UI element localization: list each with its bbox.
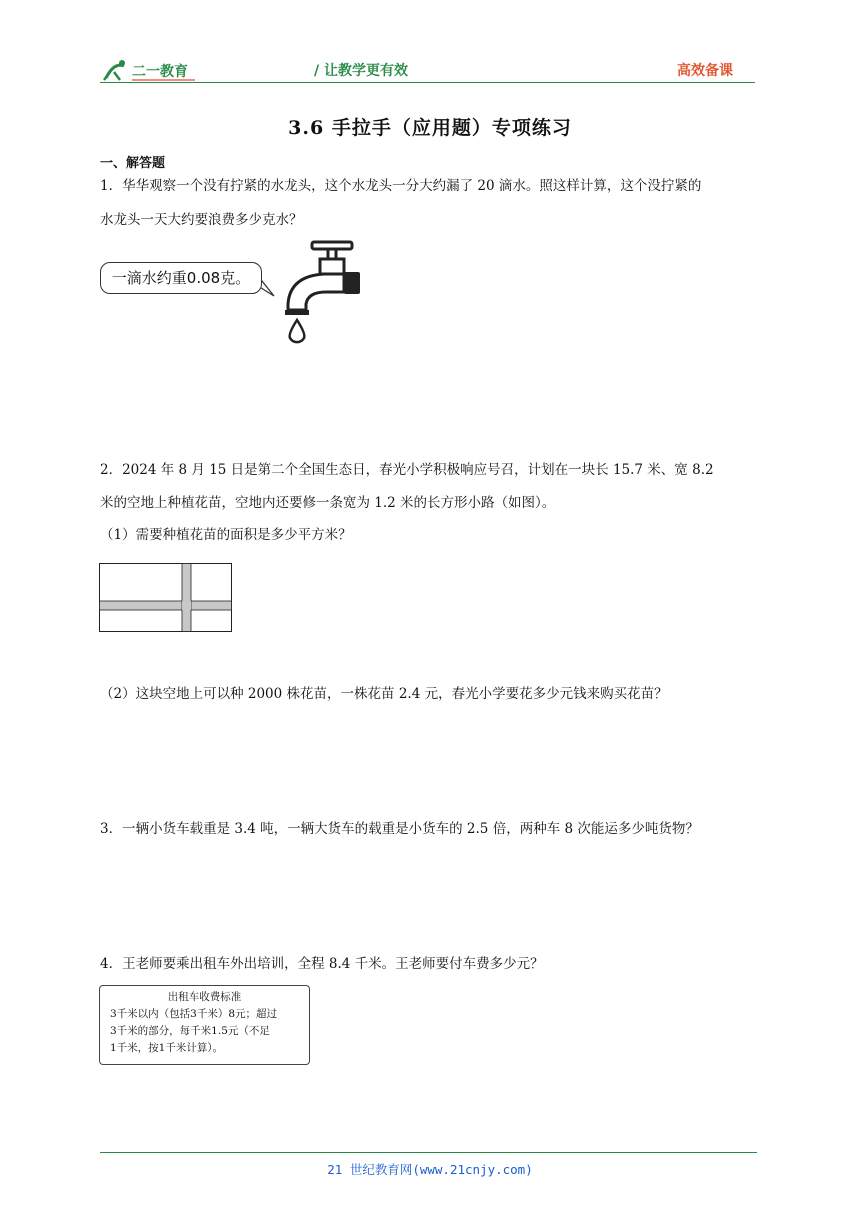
question-2-line-2: 米的空地上种植花苗，空地内还要修一条宽为 1.2 米的长方形小路（如图）。	[100, 495, 556, 511]
logo-icon	[100, 58, 230, 82]
question-4: 4．王老师要乘出租车外出培训，全程 8.4 千米。王老师要付车费多少元？	[100, 956, 544, 972]
bubble-text: 一滴水约重0.08克。	[100, 262, 262, 294]
taxi-fare-line: 1千米，按1千米计算）。	[110, 1042, 224, 1054]
taxi-fare-title: 出租车收费标准	[167, 991, 242, 1003]
speech-bubble	[100, 262, 280, 302]
taxi-fare-box	[99, 985, 310, 1065]
header-right-text: 高效备课	[677, 63, 733, 79]
section-heading: 一、解答题	[100, 156, 166, 171]
field-diagram	[99, 563, 232, 632]
footer-divider	[100, 1152, 757, 1153]
question-1-line-2: 水龙头一天大约要浪费多少克水？	[100, 212, 303, 228]
page-header	[100, 56, 755, 82]
question-3: 3．一辆小货车载重是 3.4 吨，一辆大货车的载重是小货车的 2.5 倍，两种车 8 次能运多少吨货物？	[100, 821, 699, 837]
page-title: 3.6 手拉手（应用题）专项练习	[288, 117, 572, 139]
question-2-part-2: （2）这块空地上可以种 2000 株花苗，一株花苗 2.4 元，春光小学要花多少元钱来购买花苗？	[100, 686, 668, 702]
taxi-fare-line: 3千米以内（包括3千米）8元；超过	[110, 1008, 278, 1020]
question-1-line-1: 1．华华观察一个没有拧紧的水龙头，这个水龙头一分大约漏了 20 滴水。照这样计算，这个没拧紧的	[100, 178, 702, 194]
header-divider	[100, 82, 755, 83]
taxi-fare-line: 3千米的部分，每千米1.5元（不足	[110, 1025, 270, 1037]
logo-text: 二一教育	[132, 64, 188, 80]
question-2-part-1: （1）需要种植花苗的面积是多少平方米？	[100, 527, 352, 543]
header-slogan: / 让教学更有效	[314, 63, 408, 79]
faucet-icon	[276, 240, 368, 350]
footer-link[interactable]: 21 世纪教育网(www.21cnjy.com)	[327, 1162, 533, 1177]
question-2-line-1: 2．2024 年 8 月 15 日是第二个全国生态日，春光小学积极响应号召，计划在一块长 15.7 米、宽 8.2	[100, 462, 714, 478]
